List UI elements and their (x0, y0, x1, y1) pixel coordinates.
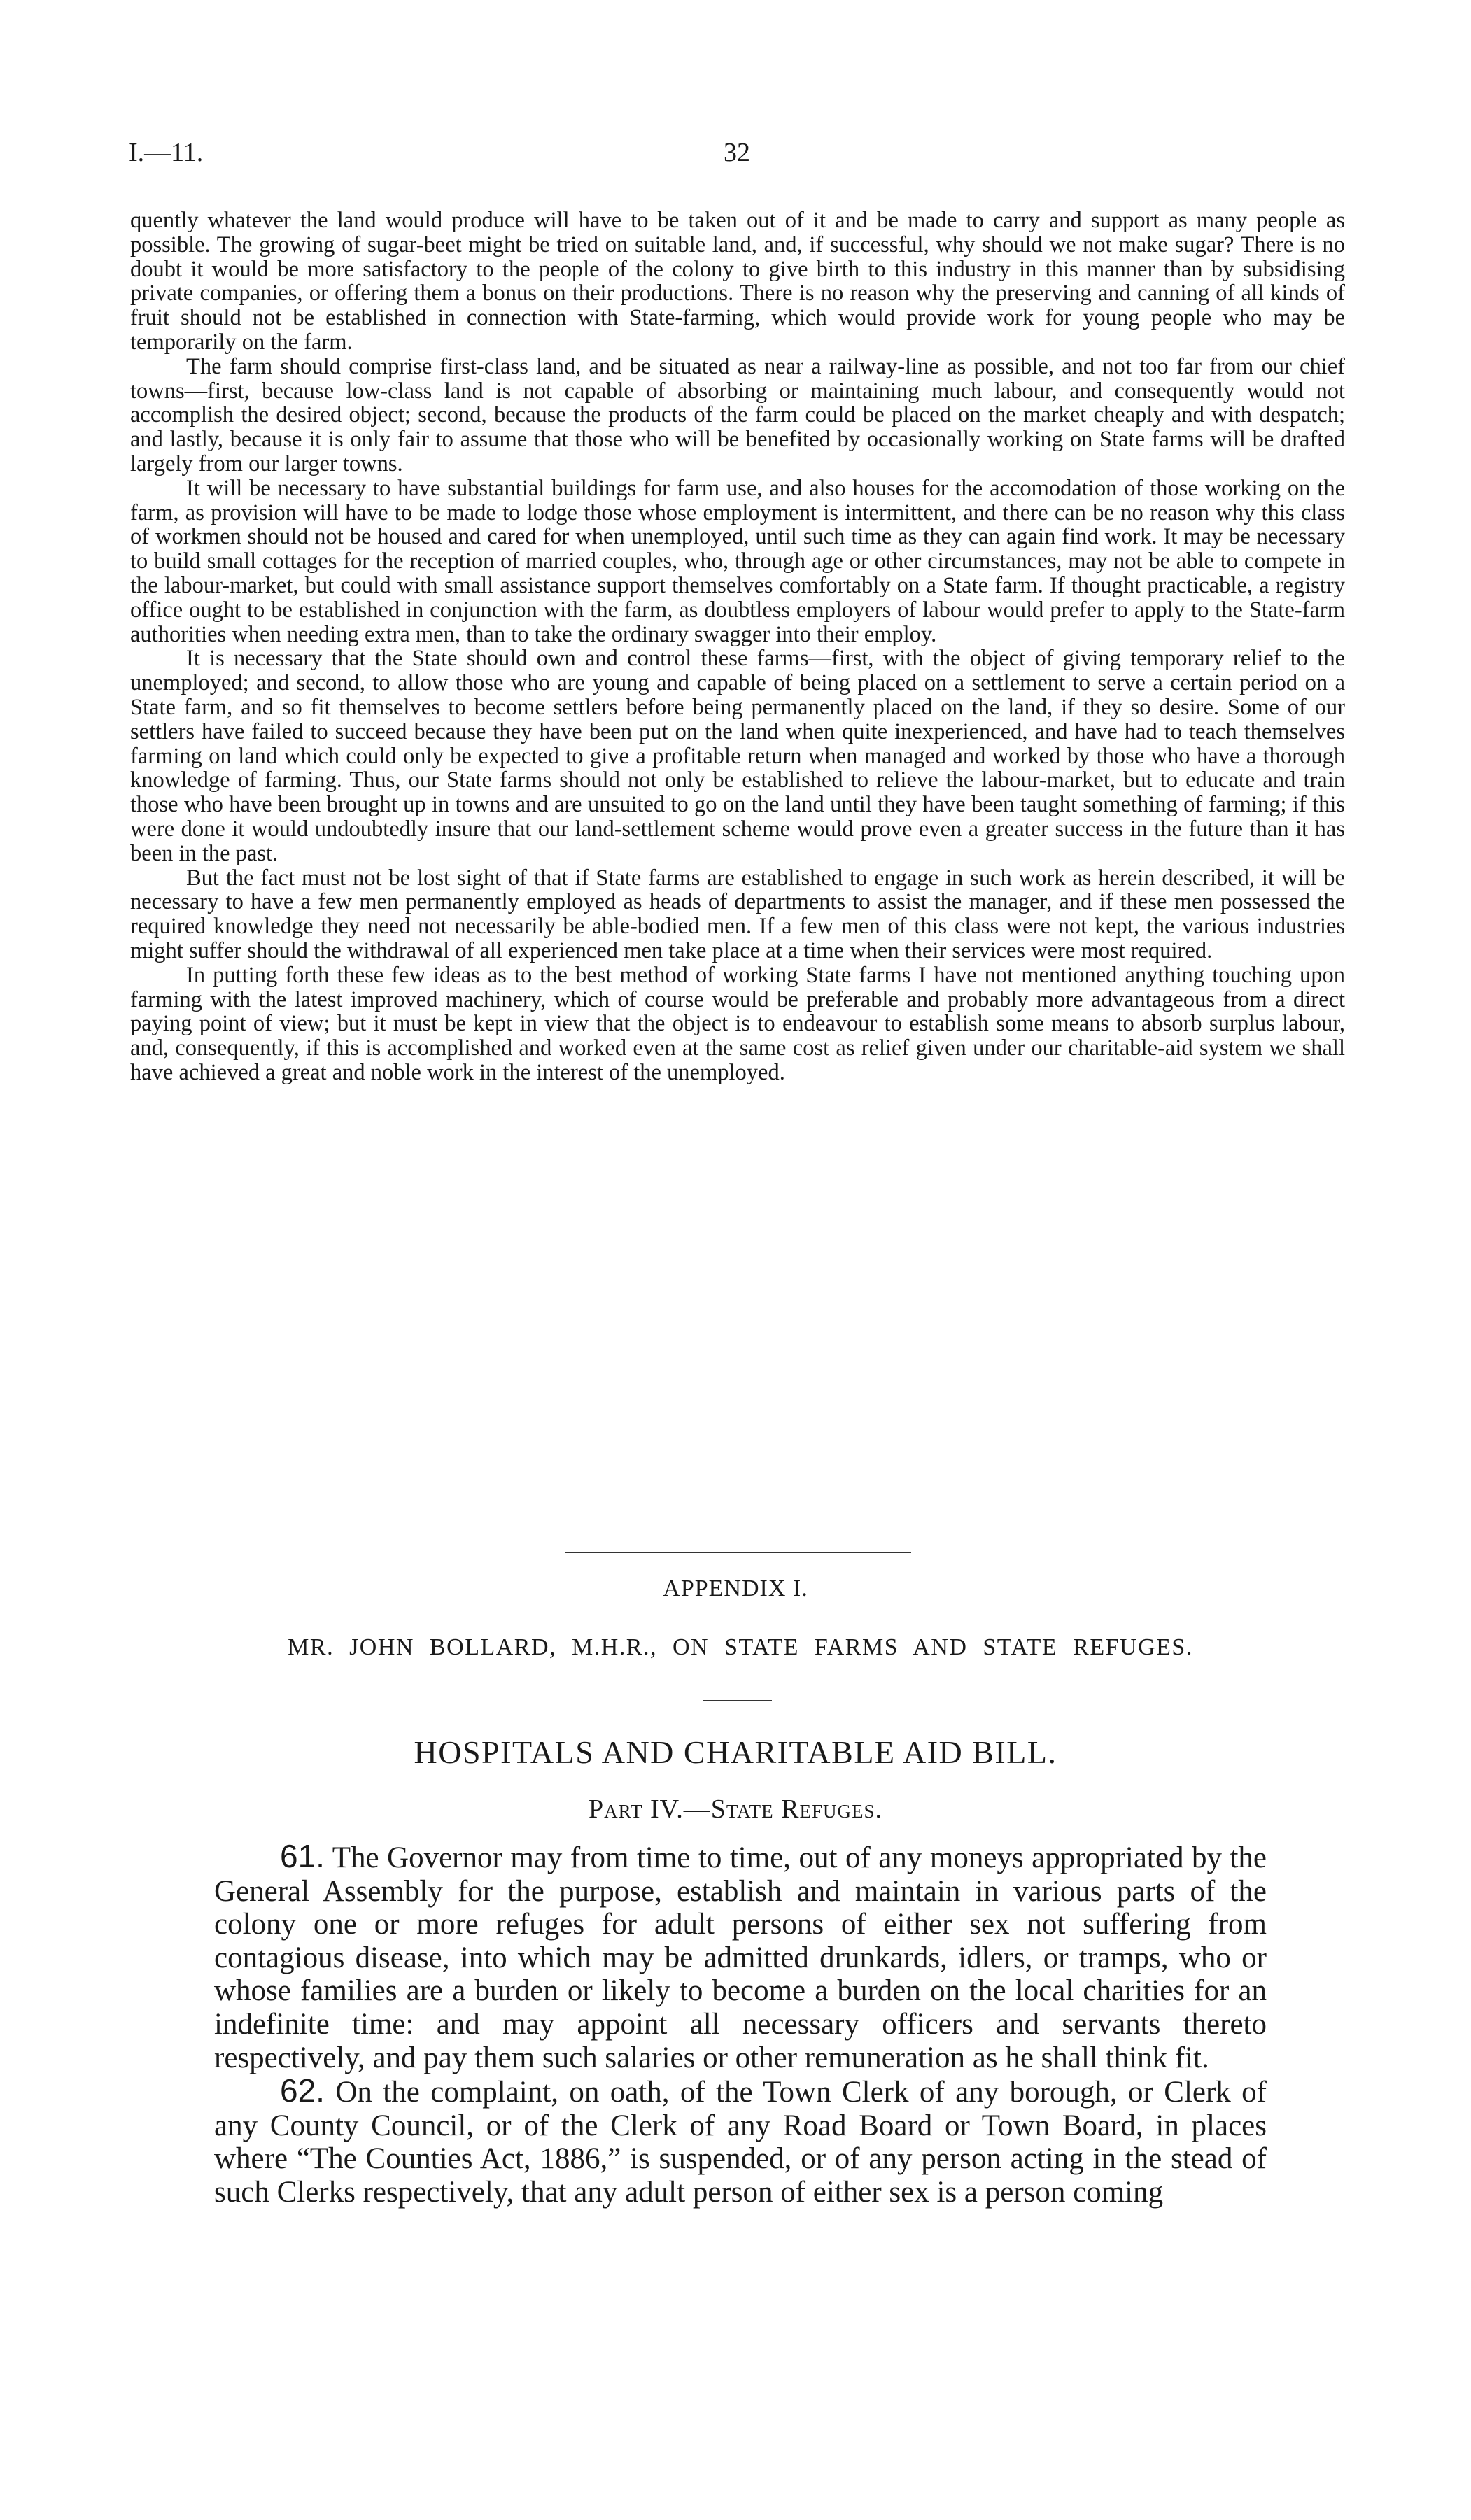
section-text: The Governor may from time to time, out of any moneys appropriated by the General Assembly for the purpose, establish and maintain in various parts of the colony one or more refuges for adult persons of either sex not suffering from contagious disease, into which may be admitted drunkards, idlers, or tramps, who or whose families are a burden or likely to become a burden on the local charities for an indefinite time: and may appoint all necessary officers and servants thereto respectively, and pay them such salaries or other remuneration as he shall think fit. (214, 1841, 1267, 2074)
bill-sections (214, 1840, 1267, 2209)
page-number: 32 (724, 138, 750, 167)
short-divider (703, 1700, 772, 1701)
section-number: 61. (280, 1838, 325, 1874)
paragraph: It will be necessary to have substantial buildings for farm use, and also houses for the accomodation of those working on the farm, as provision will have to be made to lodge those whose employment is intermittent, and there can be no reason why this class of workmen should not be housed and cared for when unemployed, until such time as they can again find work. It may be necessary to build small cottages for the reception of married couples, who, through age or other circumstances, may not be able to compete in the labour-market, but could with small assistance support themselves comfortably on a State farm. If thought practicable, a registry office ought to be established in conjunction with the farm, as doubtless employers of labour would prefer to apply to the State-farm authorities when needing extra men, than to take the ordinary swagger into their employ. (130, 475, 1345, 647)
appendix-subtitle: MR. JOHN BOLLARD, M.H.R., ON STATE FARMS AND STATE REFUGES. (288, 1634, 1193, 1660)
bill-section (214, 2074, 1267, 2209)
section-text: On the complaint, on oath, of the Town Clerk of any borough, or Clerk of any County Council, or of the Clerk of any Road Board or Town Board, in places where “The Counties Act, 1886,” is suspended, or of any person acting in the stead of such Clerks respectively, that any adult person of either sex is a person coming (214, 2076, 1267, 2209)
paragraph: It is necessary that the State should own and control these farms—first, with the object of giving temporary relief to the unemployed; and second, to allow those who are young and capable of being placed on a settlement to serve a certain period on a State farm, and so fit themselves to become settlers before being permanently placed on the land, if they so desire. Some of our settlers have failed to succeed because they have been put on the land when quite inexperienced, and have had to teach themselves farming on land which could only be expected to give a profitable return when managed and worked by those who have a thorough knowledge of farming. Thus, our State farms should not only be established to relieve the labour-market, but to educate and train those who have been brought up in towns and are unsuited to go on the land until they have been taught something of farming; if this were done it would undoubtedly insure that our land-settlement scheme would prove even a greater success in the future than it has been in the past. (130, 646, 1345, 866)
page-header (129, 137, 1346, 179)
appendix-title: APPENDIX I. (663, 1576, 808, 1601)
paragraph: But the fact must not be lost sight of that if State farms are established to engage in such work as herein described, it will be necessary to have a few men permanently employed as heads of departments to assist the manager, and if these men possessed the required knowledge they need not necessarily be able-bodied men. If a few men of this class were not kept, the various industries might suffer should the withdrawal of all experienced men take place at a time when their services were most required. (130, 865, 1345, 963)
section-divider (565, 1552, 911, 1553)
report-body (130, 208, 1345, 1085)
part-heading: Part IV.—State Refuges. (588, 1795, 883, 1824)
section-number: 62. (280, 2072, 325, 2109)
paragraph: The farm should comprise first-class land, and be situated as near a railway-line as possible, and not too far from our chief towns—first, because low-class land is not capable of absorbing or maintaining much labour, and consequently would not accomplish the desired object; second, because the products of the farm could be placed on the market cheaply and with despatch; and lastly, because it is only fair to assume that those who will be benefited by occasionally working on State farms will be drafted largely from our larger towns. (130, 353, 1345, 476)
bill-section (214, 1840, 1267, 2074)
paragraph: quently whatever the land would produce will have to be taken out of it and be made to carry and support as many people as possible. The growing of sugar-beet might be tried on suitable land, and, if successful, why should we not make sugar? There is no doubt it would be more satisfactory to the people of the colony to give birth to this industry in this manner than by subsidising private companies, or offering them a bonus on their productions. There is no reason why the preserving and canning of all kinds of fruit should not be established in connection with State-farming, which would provide work for young people who may be temporarily on the farm. (130, 208, 1345, 355)
parliamentary-paper-reference: I.—11. (129, 138, 204, 167)
bill-title: HOSPITALS AND CHARITABLE AID BILL. (414, 1734, 1057, 1770)
paragraph: In putting forth these few ideas as to the best method of working State farms I have not mentioned anything touching upon farming with the latest improved machinery, which of course would be preferable and probably more advantageous from a direct paying point of view; but it must be kept in view that the object is to endeavour to establish some means to absorb surplus labour, and, consequently, if this is accomplished and worked even at the same cost as relief given under our charitable-aid system we shall have achieved a great and noble work in the interest of the unemployed. (130, 962, 1345, 1085)
